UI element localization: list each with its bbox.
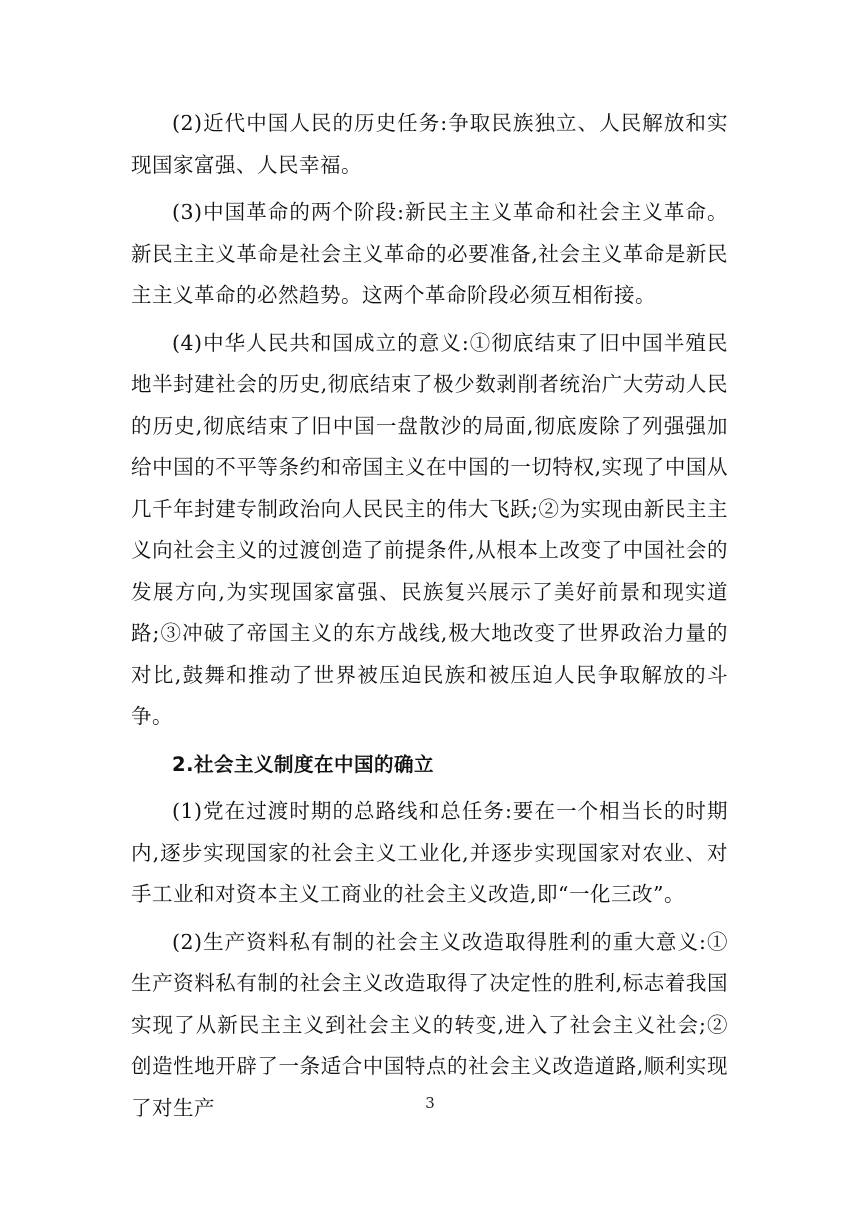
paragraph-transformation-significance: (2)生产资料私有制的社会主义改造取得胜利的重大意义:①生产资料私有制的社会主义改造取得了决定性的胜利,标志着我国实现了从新民主主义到社会主义的转变,进入了社会主义社会;②创造性地开辟了一条适合中国特点的社会主义改造道路,顺利实现了对生产: [131, 929, 728, 1120]
paragraph-prc-founding-significance: (4)中华人民共和国成立的意义:①彻底结束了旧中国半殖民地半封建社会的历史,彻底结束了极少数剥削者统治广大劳动人民的历史,彻底结束了旧中国一盘散沙的局面,彻底废除了列强强加给中国的不平等条约和帝国主义在中国的一切特权,实现了中国从几千年封建专制政治向人民民主的伟大飞跃;②为实现由新民主主义向社会主义的过渡创造了前提条件,从根本上改变了中国社会的发展方向,为实现国家富强、民族复兴展示了美好前景和现实道路;③冲破了帝国主义的东方战线,极大地改变了世界政治力量的对比,鼓舞和推动了世界被压迫民族和被压迫人民争取解放的斗争。: [131, 330, 728, 728]
paragraph-revolution-stages: (3)中国革命的两个阶段:新民主主义革命和社会主义革命。新民主主义革命是社会主义革命的必要准备,社会主义革命是新民主主义革命的必然趋势。这两个革命阶段必须互相衔接。: [131, 200, 728, 307]
paragraph-general-line: (1)党在过渡时期的总路线和总任务:要在一个相当长的时期内,逐步实现国家的社会主义工业化,并逐步实现国家对农业、对手工业和对资本主义工商业的社会主义改造,即“一化三改”。: [131, 799, 728, 906]
page-number: 3: [425, 1094, 435, 1112]
section-heading-socialist-system: 2.社会主义制度在中国的确立: [172, 752, 434, 776]
document-body: [131, 103, 728, 1135]
paragraph-historical-tasks: (2)近代中国人民的历史任务:争取民族独立、人民解放和实现国家富强、人民幸福。: [131, 111, 728, 177]
